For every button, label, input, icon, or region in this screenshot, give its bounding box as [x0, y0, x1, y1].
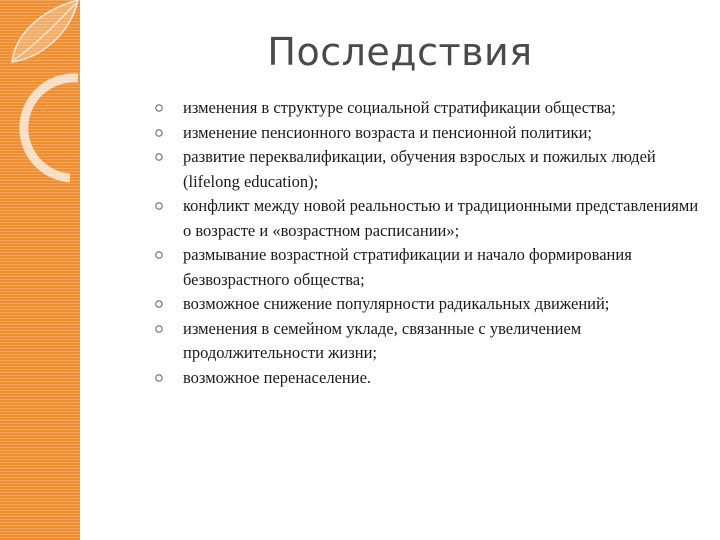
circle-bullet-icon [155, 374, 163, 382]
slide-title: Последствия [267, 30, 533, 74]
list-item-text: изменения в структуре социальной стратификации общества; [183, 98, 616, 117]
list-item-text: конфликт между новой реальностью и традиционными представлениями о возрасте и «возрастном расписании»; [183, 196, 699, 240]
list-item [183, 96, 703, 121]
circle-bullet-icon [155, 202, 163, 210]
circle-bullet-icon [155, 153, 163, 161]
list-item-text: размывание возрастной стратификации и начало формирования безвозрастного общества; [183, 245, 632, 289]
circle-bullet-icon [155, 104, 163, 112]
circle-bullet-icon [155, 300, 163, 308]
list-item [183, 292, 703, 317]
list-item-text: развитие переквалификации, обучения взрослых и пожилых людей (lifelong education); [183, 147, 656, 191]
decorative-sidebar [0, 0, 80, 540]
circle-bullet-icon [155, 251, 163, 259]
sidebar-leaf-decoration [0, 0, 80, 540]
list-item [183, 243, 703, 292]
list-item-text: возможное снижение популярности радикальных движений; [183, 294, 610, 313]
list-item [183, 366, 703, 391]
circle-bullet-icon [155, 129, 163, 137]
list-item-text: изменение пенсионного возраста и пенсионной политики; [183, 122, 592, 142]
list-item [183, 121, 703, 146]
list-item-text: изменения в семейном укладе, связанные с увеличением продолжительности жизни; [183, 318, 582, 362]
list-item [183, 317, 703, 366]
list-item-text: возможное перенаселение. [183, 367, 372, 387]
list-item [183, 145, 703, 194]
consequences-list [183, 96, 703, 390]
circle-bullet-icon [155, 325, 163, 333]
list-item [183, 194, 703, 243]
